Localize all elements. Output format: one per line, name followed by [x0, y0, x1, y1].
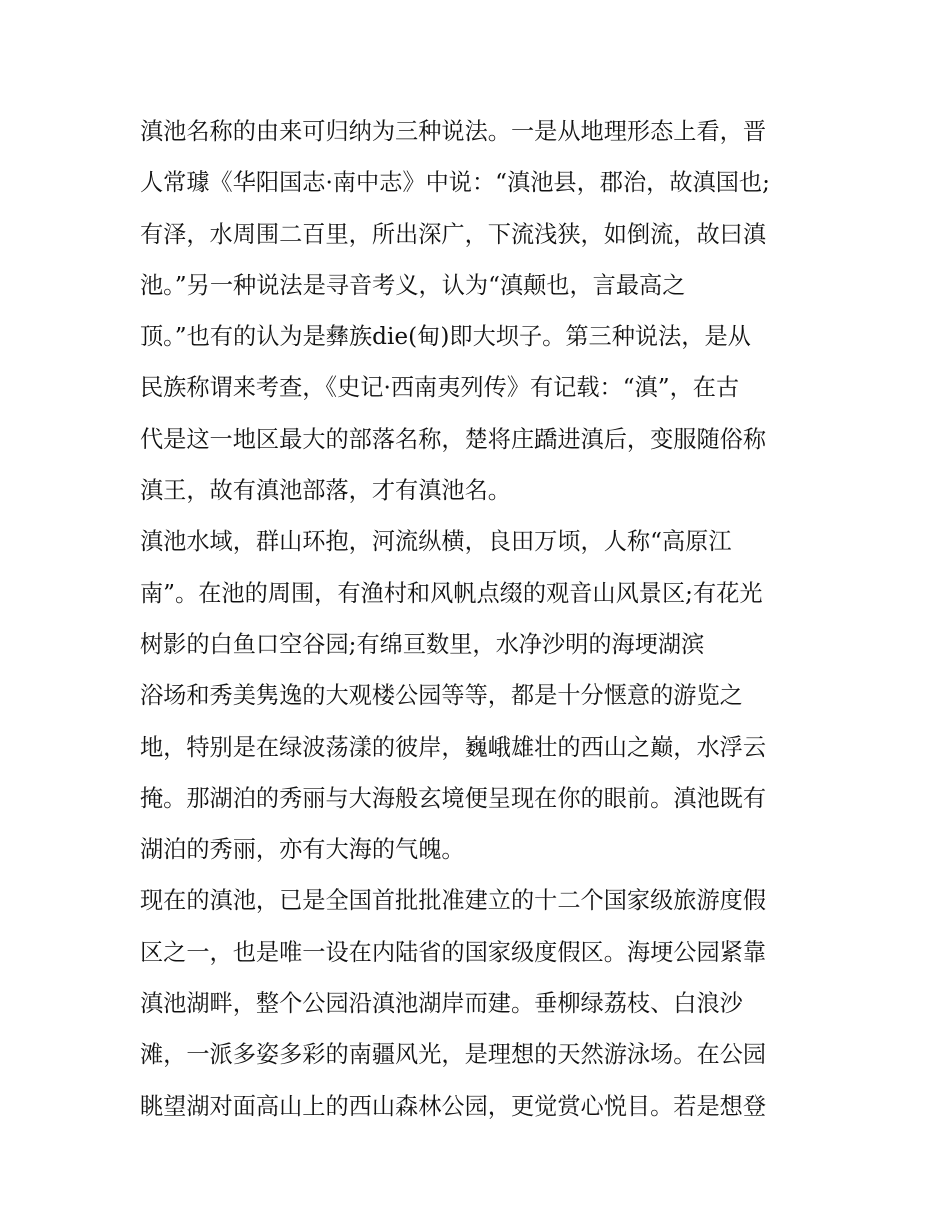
text-line: 代是这一地区最大的部落名称，楚将庄蹻进滇后，变服随俗称 — [140, 425, 767, 453]
text-line: 滇池湖畔，整个公园沿滇池湖岸而建。垂柳绿荔枝、白浪沙 — [140, 990, 743, 1018]
text-line: 眺望湖对面高山上的西山森林公园，更觉赏心悦目。若是想登 — [140, 1092, 767, 1120]
text-line: 人常璩《华阳国志·南中志》中说：“滇池县，郡治，故滇国也; — [140, 169, 770, 197]
body-text — [140, 106, 812, 1132]
text-line: 滇池名称的由来可归纳为三种说法。一是从地理形态上看，晋 — [140, 118, 767, 145]
text-line: 民族称谓来考查，《史记·西南夷列传》有记载：“滇”，在古 — [140, 374, 740, 402]
text-line: 有泽，水周围二百里，所出深广，下流浅狭，如倒流，故曰滇 — [140, 220, 767, 248]
text-line: 滇王，故有滇池部落，才有滇池名。 — [140, 477, 511, 505]
text-line: 现在的滇池，已是全国首批批准建立的十二个国家级旅游度假 — [140, 887, 767, 915]
text-line: 地，特别是在绿波荡漾的彼岸，巍峨雄壮的西山之巅，水浮云 — [140, 733, 767, 761]
text-line: 区之一，也是唯一设在内陆省的国家级度假区。海埂公园紧靠 — [140, 938, 767, 966]
text-line: 湖泊的秀丽，亦有大海的气魄。 — [140, 836, 465, 864]
text-line: 顶。”也有的认为是彝族die(甸)即大坝子。第三种说法，是从 — [140, 323, 751, 351]
text-line: 池。”另一种说法是寻音考义，认为“滇颠也，言最高之 — [140, 271, 686, 299]
text-line: 浴场和秀美隽逸的大观楼公园等等，都是十分惬意的游览之 — [140, 682, 743, 710]
text-line: 滇池水域，群山环抱，河流纵横，良田万顷，人称“高原江 — [140, 528, 732, 556]
text-line: 树影的白鱼口空谷园;有绵亘数里，水净沙明的海埂湖滨 — [140, 630, 705, 658]
text-line: 掩。那湖泊的秀丽与大海般玄境便呈现在你的眼前。滇池既有 — [140, 784, 767, 812]
text-line: 南”。在池的周围，有渔村和风帆点缀的观音山风景区;有花光 — [140, 579, 763, 607]
text-line: 滩，一派多姿多彩的南疆风光，是理想的天然游泳场。在公园 — [140, 1041, 767, 1069]
